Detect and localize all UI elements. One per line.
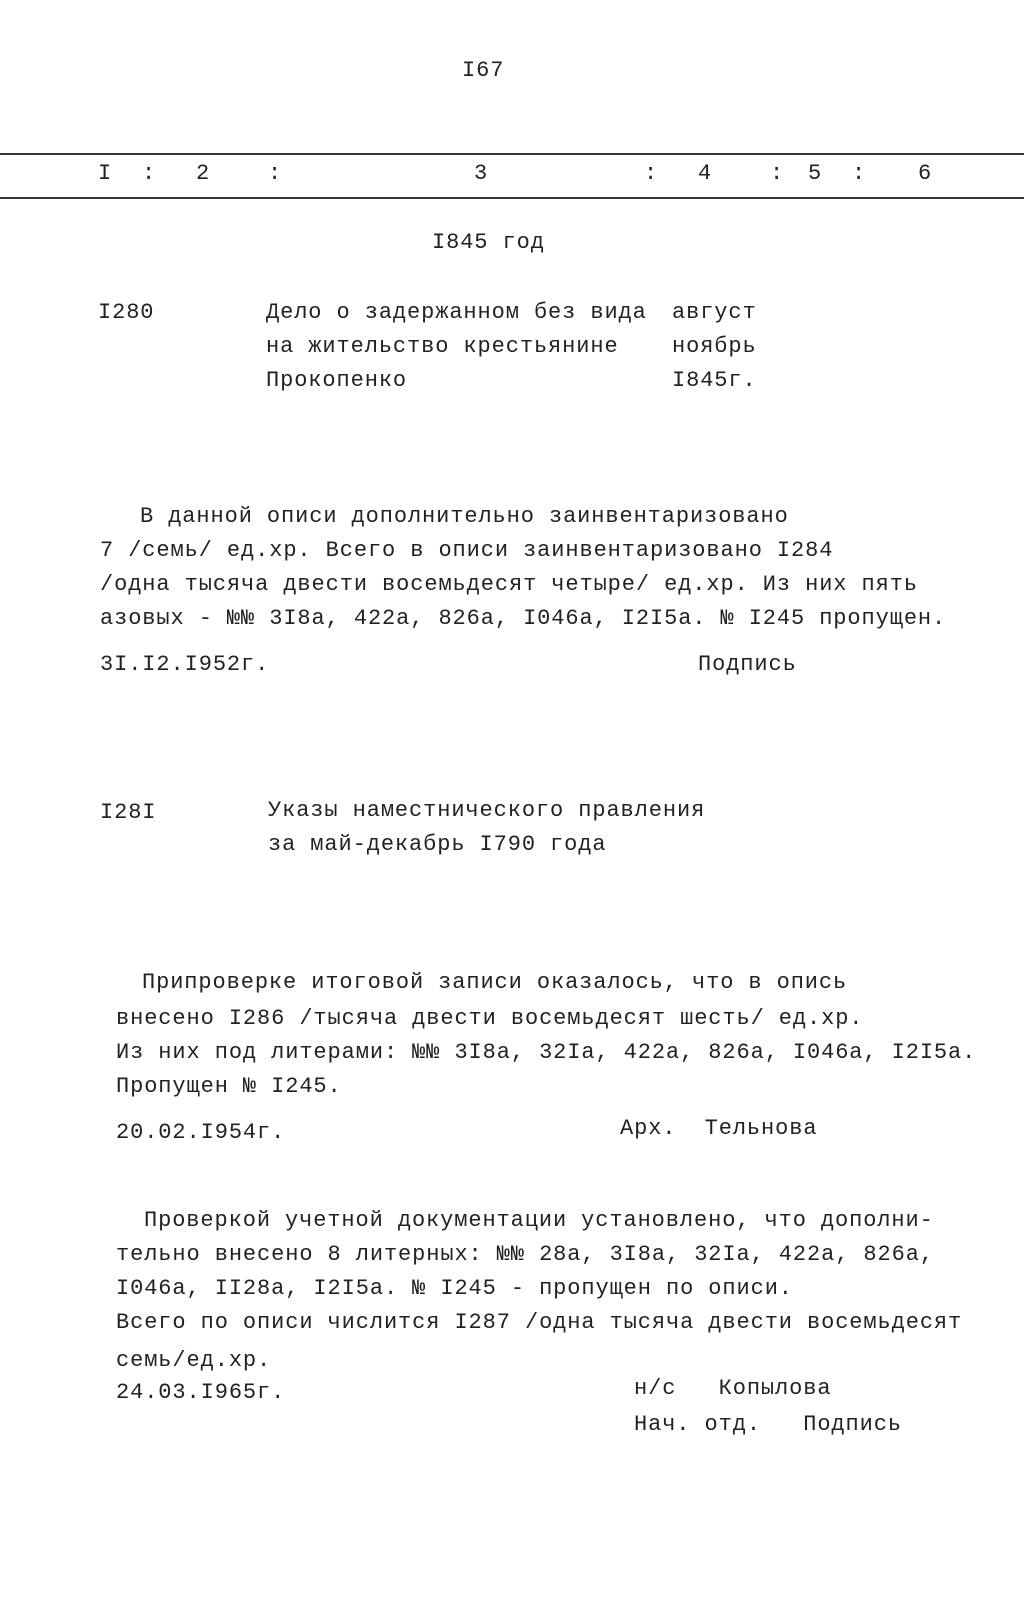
separator: : — [852, 161, 867, 186]
entry-number: I28I — [100, 800, 157, 825]
note-signature-line: Нач. отд. Подпись — [634, 1412, 902, 1437]
note-line: азовых - №№ 3I8а, 422а, 826а, I046а, I2I5а. № I245 пропущен. — [100, 606, 947, 631]
separator: : — [268, 161, 283, 186]
entry-title-line: Дело о задержанном без вида — [266, 300, 647, 325]
note-line: семь/ед.хр. — [116, 1348, 272, 1373]
note-line: Пропущен № I245. — [116, 1074, 342, 1099]
note-date: 3I.I2.I952г. — [100, 652, 270, 677]
note-date: 24.03.I965г. — [116, 1380, 286, 1405]
entry-date-line: I845г. — [672, 368, 757, 393]
table-header-bottom-rule — [0, 197, 1024, 199]
note-signature: Подпись — [698, 652, 797, 677]
year-heading: I845 год — [432, 230, 545, 255]
page-number: I67 — [462, 58, 505, 83]
entry-title-line: на жительство крестьянине — [266, 334, 619, 359]
entry-title-line: за май-декабрь I790 года — [268, 832, 607, 857]
column-3: 3 — [474, 161, 489, 186]
note-line: внесено I286 /тысяча двести восемьдесят шесть/ ед.хр. — [116, 1006, 864, 1031]
column-2: 2 — [196, 161, 211, 186]
entry-title-line: Прокопенко — [266, 368, 408, 393]
note-line: Всего по описи числится I287 /одна тысяча двести восемьдесят — [116, 1310, 963, 1335]
note-line: Из них под литерами: №№ 3I8а, 32Iа, 422а, 826а, I046а, I2I5а. — [116, 1040, 977, 1065]
note-line: Проверкой учетной документации установлено, что дополни- — [144, 1208, 934, 1233]
note-line: I046а, II28а, I2I5а. № I245 - пропущен по описи. — [116, 1276, 793, 1301]
note-line: /одна тысяча двести восемьдесят четыре/ ед.хр. Из них пять — [100, 572, 918, 597]
entry-number: I280 — [98, 300, 155, 325]
column-4: 4 — [698, 161, 713, 186]
note-date: 20.02.I954г. — [116, 1120, 286, 1145]
entry-date-line: август — [672, 300, 757, 325]
entry-date-line: ноябрь — [672, 334, 757, 359]
note-signature: Арх. Тельнова — [620, 1116, 818, 1141]
separator: : — [644, 161, 659, 186]
column-6: 6 — [918, 161, 933, 186]
note-line: тельно внесено 8 литерных: №№ 28а, 3I8а, 32Iа, 422а, 826а, — [116, 1242, 934, 1267]
note-line: В данной описи дополнительно заинвентаризовано — [140, 504, 789, 529]
separator: : — [142, 161, 157, 186]
note-line: 7 /семь/ ед.хр. Всего в описи заинвентаризовано I284 — [100, 538, 834, 563]
column-5: 5 — [808, 161, 823, 186]
note-signature-line: н/с Копылова — [634, 1376, 832, 1401]
note-line: Припроверке итоговой записи оказалось, что в опись — [142, 970, 848, 995]
entry-title-line: Указы наместнического правления — [268, 798, 706, 823]
separator: : — [770, 161, 785, 186]
column-1: I — [98, 161, 113, 186]
table-header-top-rule — [0, 153, 1024, 155]
